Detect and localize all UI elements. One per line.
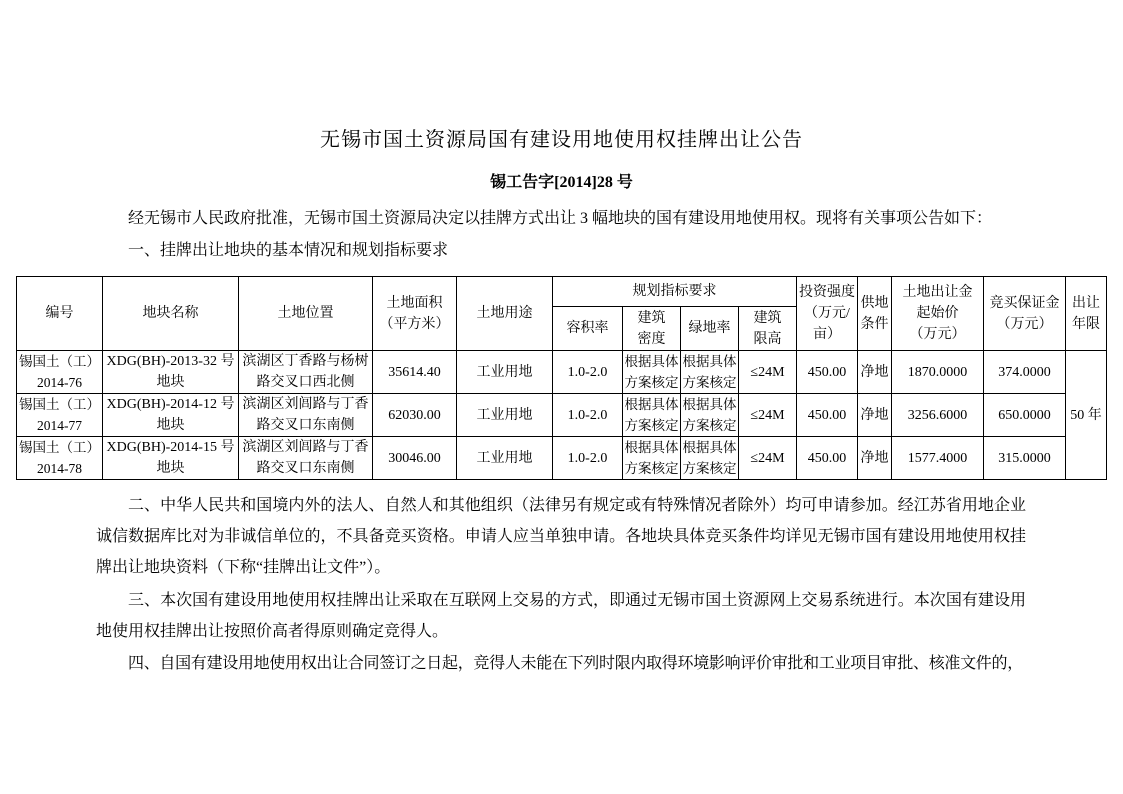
header-code: 编号 [17, 277, 103, 351]
cell-term: 50 年 [1066, 351, 1107, 480]
header-use: 土地用途 [457, 277, 553, 351]
header-area [373, 277, 457, 351]
cell-height: ≤24M [739, 351, 797, 394]
header-height-line: 建筑 [753, 310, 782, 326]
cell-name: XDG(BH)-2013-32 号地块 [103, 351, 239, 394]
header-price-line: （万元） [909, 327, 966, 342]
section-2-paragraph: 二、中华人民共和国境内外的法人、自然人和其他组织（法律另有规定或有特殊情况者除外）均可申请参加。经江苏省用地企业诚信数据库比对为非诚信单位的，不具备竞买资格。申请人应当单独申请。各地块具体竞买条件均详见无锡市国有建设用地使用权挂牌出让地块资料（下称“挂牌出让文件”）。 [96, 497, 1026, 576]
header-term [1066, 277, 1107, 351]
cell-far: 1.0-2.0 [553, 437, 623, 480]
header-area-unit: （平方米） [379, 316, 450, 332]
header-investment [797, 277, 858, 351]
header-planning: 规划指标要求 [553, 277, 797, 307]
cell-investment: 450.00 [797, 437, 858, 480]
cell-supply: 净地 [858, 394, 892, 437]
header-investment-line: 亩） [813, 327, 841, 342]
cell-name: XDG(BH)-2014-15 号地块 [103, 437, 239, 480]
cell-supply: 净地 [858, 437, 892, 480]
cell-name: XDG(BH)-2014-12 号地块 [103, 394, 239, 437]
cell-price: 1870.0000 [892, 351, 984, 394]
header-far: 容积率 [553, 307, 623, 351]
header-density [623, 307, 681, 351]
page-title: 无锡市国土资源局国有建设用地使用权挂牌出让公告 [320, 129, 803, 151]
cell-height: ≤24M [739, 394, 797, 437]
header-density-line: 建筑 [637, 310, 666, 326]
cell-code: 锡国土（工）2014-76 [17, 351, 103, 394]
cell-green: 根据具体方案核定 [681, 437, 739, 480]
header-green: 绿地率 [681, 307, 739, 351]
header-investment-line: 投资强度 [799, 285, 855, 300]
header-term-line: 年限 [1072, 316, 1100, 332]
cell-green: 根据具体方案核定 [681, 351, 739, 394]
header-density-line: 密度 [637, 331, 666, 347]
cell-supply: 净地 [858, 351, 892, 394]
cell-use: 工业用地 [457, 437, 553, 480]
header-price [892, 277, 984, 351]
header-supply [858, 277, 892, 351]
cell-area: 30046.00 [373, 437, 457, 480]
section-3-paragraph: 三、本次国有建设用地使用权挂牌出让采取在互联网上交易的方式，即通过无锡市国土资源网上交易系统进行。本次国有建设用地使用权挂牌出让按照价高者得原则确定竞得人。 [96, 592, 1026, 640]
header-deposit-line: （万元） [996, 316, 1053, 332]
cell-price: 1577.4000 [892, 437, 984, 480]
cell-density: 根据具体方案核定 [623, 394, 681, 437]
table-header-row [17, 277, 1107, 307]
header-price-line: 起始价 [916, 306, 959, 321]
cell-deposit: 374.0000 [984, 351, 1066, 394]
cell-area: 35614.40 [373, 351, 457, 394]
table-row [17, 394, 1107, 437]
cell-density: 根据具体方案核定 [623, 437, 681, 480]
header-term-line: 出让 [1072, 295, 1100, 311]
header-height [739, 307, 797, 351]
header-supply-line: 条件 [860, 316, 889, 332]
cell-density: 根据具体方案核定 [623, 351, 681, 394]
section-4-paragraph: 四、自国有建设用地使用权出让合同签订之日起，竞得人未能在下列时限内取得环境影响评价审批和工业项目审批、核准文件的， [128, 655, 1023, 672]
header-location: 土地位置 [239, 277, 373, 351]
cell-height: ≤24M [739, 437, 797, 480]
header-height-line: 限高 [753, 331, 782, 347]
cell-location: 滨湖区刘闾路与丁香路交叉口东南侧 [239, 394, 373, 437]
table-row [17, 351, 1107, 394]
cell-use: 工业用地 [457, 351, 553, 394]
header-investment-line: （万元/ [804, 306, 850, 321]
cell-code: 锡国土（工）2014-78 [17, 437, 103, 480]
cell-location: 滨湖区刘闾路与丁香路交叉口东南侧 [239, 437, 373, 480]
header-name: 地块名称 [103, 277, 239, 351]
cell-location: 滨湖区丁香路与杨树路交叉口西北侧 [239, 351, 373, 394]
cell-far: 1.0-2.0 [553, 394, 623, 437]
document-number: 锡工告字[2014]28 号 [490, 174, 633, 191]
intro-paragraph: 经无锡市人民政府批准，无锡市国土资源局决定以挂牌方式出让 3 幅地块的国有建设用地使用权。现将有关事项公告如下： [128, 210, 993, 227]
header-price-line: 土地出让金 [902, 285, 973, 300]
cell-deposit: 315.0000 [984, 437, 1066, 480]
parcel-table [16, 276, 1107, 480]
header-deposit [984, 277, 1066, 351]
section-1-heading: 一、挂牌出让地块的基本情况和规划指标要求 [128, 242, 449, 259]
cell-price: 3256.6000 [892, 394, 984, 437]
header-area-line: 土地面积 [386, 295, 443, 311]
header-deposit-line: 竞买保证金 [989, 295, 1060, 311]
cell-area: 62030.00 [373, 394, 457, 437]
cell-use: 工业用地 [457, 394, 553, 437]
table-row [17, 437, 1107, 480]
cell-green: 根据具体方案核定 [681, 394, 739, 437]
cell-deposit: 650.0000 [984, 394, 1066, 437]
header-supply-line: 供地 [860, 295, 889, 311]
cell-investment: 450.00 [797, 351, 858, 394]
cell-far: 1.0-2.0 [553, 351, 623, 394]
cell-code: 锡国土（工）2014-77 [17, 394, 103, 437]
cell-investment: 450.00 [797, 394, 858, 437]
